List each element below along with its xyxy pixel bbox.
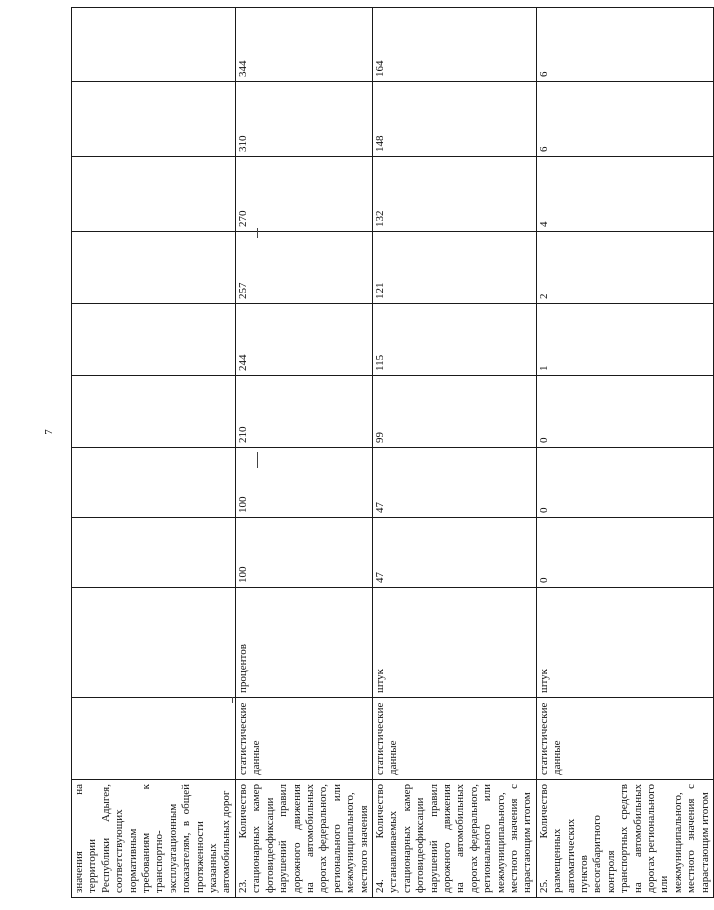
- indicator-name-cell: 24. Количество устанавливаемых стационарных камер фотовидеофиксации нарушений правил дорожного движения на автомобильных дорогах федерального, регионального или межмуниципального, местного значения с нарастающим итогом: [372, 780, 536, 898]
- value-cell: [72, 82, 236, 157]
- value-cell: 164: [372, 8, 536, 82]
- value-cell: 4: [536, 157, 713, 232]
- value-cell: 2: [536, 232, 713, 304]
- value-cell: 0: [536, 518, 713, 588]
- value-cell: [72, 376, 236, 448]
- indicator-table-wrapper: [71, 8, 711, 898]
- indicator-table: [71, 7, 714, 898]
- data-source-cell: статистические данные: [536, 698, 713, 780]
- value-cell: [72, 448, 236, 518]
- unit-cell: штук: [372, 588, 536, 698]
- value-cell: 47: [372, 448, 536, 518]
- value-cell: [72, 8, 236, 82]
- value-cell: [72, 157, 236, 232]
- scan-mark: [257, 228, 258, 238]
- table-row: [536, 8, 713, 898]
- page-number: 7: [43, 429, 55, 435]
- value-cell: 0: [536, 448, 713, 518]
- value-cell: 244: [235, 304, 372, 376]
- value-cell: 6: [536, 8, 713, 82]
- value-cell: 100: [235, 518, 372, 588]
- indicator-name-cell: 25. Количество размещенных автоматических пунктов весогабаритного контроля транспортных средств на автомобильных дорогах регионального или межмуниципального, местного значения с нарастающим итогом: [536, 780, 713, 898]
- value-cell: 210: [235, 376, 372, 448]
- value-cell: 257: [235, 232, 372, 304]
- value-cell: 310: [235, 82, 372, 157]
- data-source-cell: статистические данные: [372, 698, 536, 780]
- unit-cell: штук: [536, 588, 713, 698]
- value-cell: 132: [372, 157, 536, 232]
- indicator-name-cell: значения на территории Республики Адыгея, соответствующих нормативным требованиям к транспортно-эксплуатационным показателям, в общей протяженности указанных автомобильных дорог: [72, 780, 236, 898]
- value-cell: 270: [235, 157, 372, 232]
- scan-mark: [257, 452, 258, 468]
- scan-mark: [232, 697, 233, 703]
- table-row: [235, 8, 372, 898]
- value-cell: 1: [536, 304, 713, 376]
- table-row: [372, 8, 536, 898]
- value-cell: 148: [372, 82, 536, 157]
- unit-cell: процентов: [235, 588, 372, 698]
- value-cell: [72, 518, 236, 588]
- value-cell: [72, 304, 236, 376]
- value-cell: 100: [235, 448, 372, 518]
- value-cell: 6: [536, 82, 713, 157]
- data-source-cell: статистические данные: [235, 698, 372, 780]
- value-cell: [72, 232, 236, 304]
- unit-cell: [72, 588, 236, 698]
- value-cell: 0: [536, 376, 713, 448]
- value-cell: 115: [372, 304, 536, 376]
- value-cell: 47: [372, 518, 536, 588]
- value-cell: 344: [235, 8, 372, 82]
- value-cell: 121: [372, 232, 536, 304]
- value-cell: 99: [372, 376, 536, 448]
- table-row: [72, 8, 236, 898]
- indicator-name-cell: 23. Количество стационарных камер фотовидеофиксации нарушений правил дорожного движения на автомобильных дорогах федерального, регионального или межмуниципального, местного значения: [235, 780, 372, 898]
- data-source-cell: [72, 698, 236, 780]
